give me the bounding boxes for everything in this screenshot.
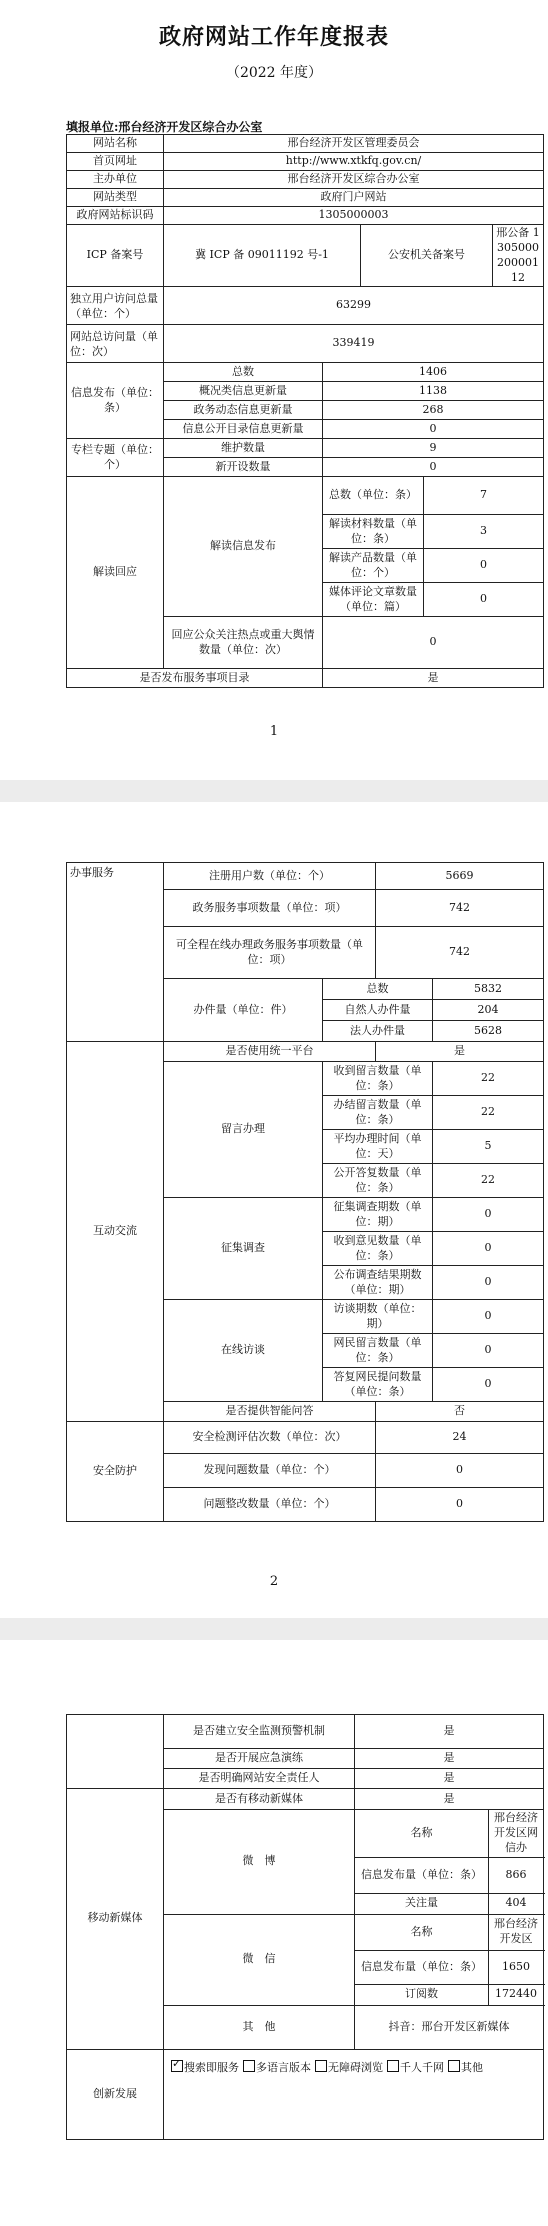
resp-value: 是 <box>355 1769 544 1789</box>
checkbox-icon[interactable] <box>243 2060 255 2072</box>
info-news: 268 <box>323 401 544 420</box>
weibo-posts-label: 信息发布量（单位：条） <box>355 1857 489 1893</box>
info-catalog-label: 信息公开目录信息更新量 <box>164 420 323 439</box>
survey-label: 征集调查 <box>164 1198 323 1300</box>
eval-value: 24 <box>376 1422 544 1454</box>
uv-label: 独立用户访问总量（单位：个） <box>67 287 164 325</box>
interpret-respond-label: 回应公众关注热点或重大舆情数量（单位：次） <box>164 617 323 669</box>
wechat-posts-label: 信息发布量（单位：条） <box>355 1950 489 1984</box>
service-handle-label: 办件量（单位：件） <box>164 979 323 1042</box>
interaction-label: 互动交流 <box>67 1042 164 1422</box>
interpret-total-label: 总数（单位：条） <box>323 477 424 515</box>
info-total-label: 总数 <box>164 363 323 382</box>
talk-count: 0 <box>433 1300 544 1334</box>
report-title: 政府网站工作年度报表 <box>158 24 389 50</box>
talk-label: 在线访谈 <box>164 1300 323 1402</box>
interpret-media: 0 <box>424 583 544 617</box>
service-users-label: 注册用户数（单位：个） <box>164 863 376 890</box>
msg-label: 留言办理 <box>164 1062 323 1198</box>
interpret-total: 7 <box>424 477 544 515</box>
talk-ans: 0 <box>433 1368 544 1402</box>
msg-pub-label: 公开答复数量（单位：条） <box>323 1164 433 1198</box>
site-name-label: 网站名称 <box>67 135 164 153</box>
pv-label: 网站总访问量（单位：次） <box>67 325 164 363</box>
checkbox-icon[interactable] <box>315 2060 327 2072</box>
weibo-posts: 866 <box>489 1857 544 1893</box>
interpret-material-label: 解读材料数量（单位：条） <box>323 515 424 549</box>
info-label: 信息发布（单位：条） <box>67 363 164 439</box>
msg-recv-label: 收到留言数量（单位：条） <box>323 1062 433 1096</box>
info-catalog: 0 <box>323 420 544 439</box>
table-page-1 <box>66 134 544 688</box>
column-label: 专栏专题（单位：个） <box>67 439 164 477</box>
wechat-posts: 1650 <box>489 1950 544 1984</box>
option-other[interactable]: 其他 <box>444 2061 483 2074</box>
service-items-label: 政务服务事项数量（单位：项） <box>164 890 376 927</box>
wechat-subs-label: 订阅数 <box>355 1984 489 2005</box>
survey-opin: 0 <box>433 1232 544 1266</box>
weibo-name: 邢台经济开发区网信办 <box>489 1810 544 1858</box>
site-code-label: 政府网站标识码 <box>67 207 164 225</box>
homepage-url[interactable]: http://www.xtkfq.gov.cn/ <box>164 153 544 171</box>
interpret-respond: 0 <box>323 617 544 669</box>
info-overview: 1138 <box>323 382 544 401</box>
interpret-media-label: 媒体评论文章数量（单位：篇） <box>323 583 424 617</box>
platform-label: 是否使用统一平台 <box>164 1042 376 1062</box>
column-new: 0 <box>323 458 544 477</box>
checkbox-icon[interactable] <box>387 2060 399 2072</box>
msg-pub: 22 <box>433 1164 544 1198</box>
other-label: 其 他 <box>164 2005 355 2049</box>
found-label: 发现问题数量（单位：个） <box>164 1454 376 1488</box>
fix-label: 问题整改数量（单位：个） <box>164 1488 376 1522</box>
service-online: 742 <box>376 927 544 979</box>
mobile-has-label: 是否有移动新媒体 <box>164 1789 355 1810</box>
talk-msg: 0 <box>433 1334 544 1368</box>
page-number-1: 1 <box>269 724 279 739</box>
eval-label: 安全检测评估次数（单位：次） <box>164 1422 376 1454</box>
msg-done-label: 办结留言数量（单位：条） <box>323 1096 433 1130</box>
info-overview-label: 概况类信息更新量 <box>164 382 323 401</box>
security-label: 安全防护 <box>67 1422 164 1522</box>
option-personalized[interactable]: 千人千网 <box>383 2061 444 2074</box>
resp-label: 是否明确网站安全责任人 <box>164 1769 355 1789</box>
checkbox-checked-icon[interactable] <box>171 2060 183 2072</box>
icp-label: ICP 备案号 <box>67 225 164 287</box>
msg-days-label: 平均办理时间（单位：天） <box>323 1130 433 1164</box>
page-2 <box>0 802 548 1618</box>
interpret-sub-label: 解读信息发布 <box>164 477 323 617</box>
other-value: 抖音：邢台开发区新媒体 <box>355 2005 544 2049</box>
interpret-product: 0 <box>424 549 544 583</box>
column-maintain-label: 维护数量 <box>164 439 323 458</box>
smart-label: 是否提供智能问答 <box>164 1402 376 1422</box>
survey-count: 0 <box>433 1198 544 1232</box>
handle-natural: 204 <box>433 1000 544 1021</box>
site-type-label: 网站类型 <box>67 189 164 207</box>
uv-value: 63299 <box>164 287 544 325</box>
police-label: 公安机关备案号 <box>361 225 493 287</box>
police-number: 邢公备 130500020000112 <box>493 225 544 287</box>
mobile-label: 移动新媒体 <box>67 1789 164 2050</box>
reporting-unit: 填报单位:邢台经济开发区综合办公室 <box>66 120 263 134</box>
weibo-label: 微 博 <box>164 1810 355 1915</box>
survey-res-label: 公布调查结果期数（单位：期） <box>323 1266 433 1300</box>
handle-legal-label: 法人办件量 <box>323 1021 433 1042</box>
innovation-options <box>164 2049 544 2139</box>
column-new-label: 新开设数量 <box>164 458 323 477</box>
host-unit: 邢台经济开发区综合办公室 <box>164 171 544 189</box>
found-value: 0 <box>376 1454 544 1488</box>
host-label: 主办单位 <box>67 171 164 189</box>
option-search-service[interactable]: ✓搜索即服务 <box>167 2061 239 2074</box>
monitor-label: 是否建立安全监测预警机制 <box>164 1715 355 1749</box>
report-year: （2022 年度） <box>225 65 323 81</box>
wechat-name: 邢台经济开发区 <box>489 1914 544 1950</box>
handle-legal: 5628 <box>433 1021 544 1042</box>
column-maintain: 9 <box>323 439 544 458</box>
handle-total: 5832 <box>433 979 544 1000</box>
smart-value: 否 <box>376 1402 544 1422</box>
msg-done: 22 <box>433 1096 544 1130</box>
site-type: 政府门户网站 <box>164 189 544 207</box>
page-gap <box>0 780 548 802</box>
talk-ans-label: 答复网民提问数量（单位：条） <box>323 1368 433 1402</box>
site-code: 1305000003 <box>164 207 544 225</box>
interpret-label: 解读回应 <box>67 477 164 669</box>
service-catalog: 是 <box>323 669 544 688</box>
innovation-label: 创新发展 <box>67 2049 164 2139</box>
weibo-follow-label: 关注量 <box>355 1893 489 1914</box>
option-accessibility[interactable]: 无障碍浏览 <box>311 2061 383 2074</box>
survey-res: 0 <box>433 1266 544 1300</box>
page-number-2: 2 <box>269 1574 279 1589</box>
survey-count-label: 征集调查期数（单位：期） <box>323 1198 433 1232</box>
pv-value: 339419 <box>164 325 544 363</box>
service-users: 5669 <box>376 863 544 890</box>
wechat-subs: 172440 <box>489 1984 544 2005</box>
checkbox-icon[interactable] <box>448 2060 460 2072</box>
msg-recv: 22 <box>433 1062 544 1096</box>
table-page-3 <box>66 1714 544 2140</box>
weibo-name-label: 名称 <box>355 1810 489 1858</box>
wechat-name-label: 名称 <box>355 1914 489 1950</box>
talk-msg-label: 网民留言数量（单位：条） <box>323 1334 433 1368</box>
security-cont <box>67 1715 164 1789</box>
icp-number: 冀 ICP 备 09011192 号-1 <box>164 225 361 287</box>
weibo-follow: 404 <box>489 1893 544 1914</box>
fix-value: 0 <box>376 1488 544 1522</box>
drill-value: 是 <box>355 1749 544 1769</box>
page-1 <box>0 0 548 780</box>
wechat-label: 微 信 <box>164 1914 355 2005</box>
drill-label: 是否开展应急演练 <box>164 1749 355 1769</box>
service-online-label: 可全程在线办理政务服务事项数量（单位：项） <box>164 927 376 979</box>
service-catalog-label: 是否发布服务事项目录 <box>67 669 323 688</box>
platform-value: 是 <box>376 1042 544 1062</box>
info-news-label: 政务动态信息更新量 <box>164 401 323 420</box>
site-name: 邢台经济开发区管理委员会 <box>164 135 544 153</box>
page-gap <box>0 1618 548 1640</box>
talk-count-label: 访谈期数（单位：期） <box>323 1300 433 1334</box>
msg-days: 5 <box>433 1130 544 1164</box>
homepage-label: 首页网址 <box>67 153 164 171</box>
service-items: 742 <box>376 890 544 927</box>
interpret-product-label: 解读产品数量（单位：个） <box>323 549 424 583</box>
survey-opin-label: 收到意见数量（单位：条） <box>323 1232 433 1266</box>
table-page-2 <box>66 862 544 1522</box>
handle-natural-label: 自然人办件量 <box>323 1000 433 1021</box>
page-3 <box>0 1640 548 2226</box>
monitor-value: 是 <box>355 1715 544 1749</box>
interpret-material: 3 <box>424 515 544 549</box>
info-total: 1406 <box>323 363 544 382</box>
handle-total-label: 总数 <box>323 979 433 1000</box>
mobile-has: 是 <box>355 1789 544 1810</box>
service-label: 办事服务 <box>67 863 164 1042</box>
option-multilingual[interactable]: 多语言版本 <box>239 2061 311 2074</box>
